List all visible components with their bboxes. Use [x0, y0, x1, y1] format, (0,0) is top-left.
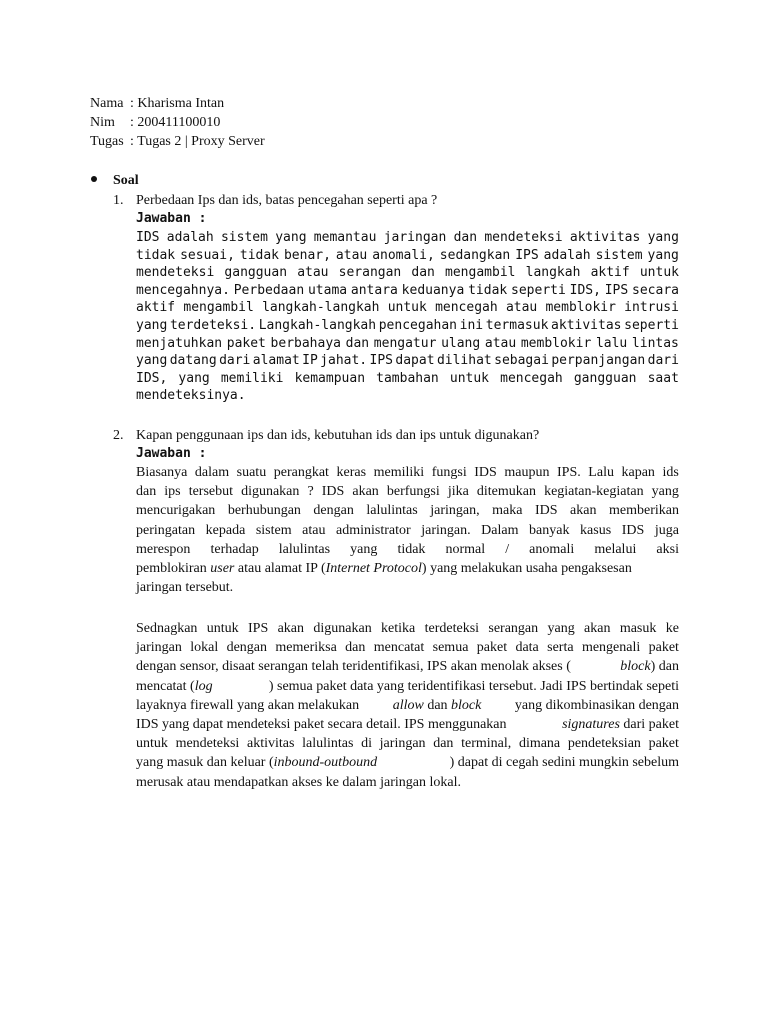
- paragraph-line: [136, 677, 679, 696]
- word: mencegah: [435, 300, 498, 316]
- answer-1-label: Jawaban :: [136, 211, 207, 226]
- text-run: yang dikombinasikan dengan: [511, 697, 679, 713]
- task-row: [90, 132, 265, 151]
- word: jaringan: [136, 640, 182, 656]
- text-run: dengan sensor, disaat serangan telah teridentifikasi, IPS akan menolak akses (: [136, 659, 571, 675]
- italic-term: inbound-outbound: [273, 755, 378, 771]
- word: Dalam: [481, 522, 519, 538]
- word: melalui: [594, 541, 637, 557]
- word: paket: [648, 736, 679, 752]
- word: sistem: [255, 522, 292, 538]
- answer-1-line: [136, 282, 679, 300]
- word: memiliki: [373, 465, 425, 480]
- answer-1-line: mendeteksinya.: [136, 388, 246, 404]
- italic-term: log: [194, 678, 213, 694]
- word: aktif: [136, 300, 176, 316]
- word: secara: [632, 282, 679, 298]
- paragraph-line: [136, 482, 679, 501]
- word: seperti: [624, 317, 679, 333]
- word: dan: [453, 230, 478, 245]
- word: mendeteksi: [175, 736, 240, 752]
- word: Perbedaan: [233, 282, 305, 298]
- word: keras: [336, 465, 367, 480]
- word: ini: [459, 317, 484, 333]
- word: sistem: [220, 230, 268, 245]
- word: dan: [433, 736, 454, 752]
- text-run: atau alamat IP (: [234, 561, 326, 577]
- word: peringatan: [136, 522, 196, 538]
- word: terdeteksi: [424, 621, 480, 636]
- paragraph-line: [136, 521, 679, 540]
- word: lalulintas: [302, 736, 354, 752]
- word: paket: [476, 640, 508, 656]
- word: tidak: [468, 282, 508, 298]
- word: atau: [484, 335, 517, 351]
- word: yang: [136, 353, 168, 369]
- word: Langkah-langkah: [258, 317, 377, 333]
- word: jahat.: [320, 353, 368, 369]
- word: tambahan: [376, 370, 439, 386]
- word: terminal,: [461, 736, 512, 752]
- word: berhubungan: [227, 503, 301, 519]
- paragraph-line: [136, 734, 679, 753]
- word: IPS: [604, 282, 629, 298]
- question-1-text: Perbedaan Ips dan ids, batas pencegahan seperti apa ?: [136, 193, 438, 208]
- word: anomali: [529, 541, 575, 557]
- nim-value: : 200411100010: [130, 115, 221, 130]
- question-2: [113, 427, 539, 445]
- italic-term: Internet Protocol: [325, 561, 422, 577]
- soal-heading: [90, 172, 139, 190]
- word: Lalu: [588, 465, 614, 480]
- word: mengenali: [581, 640, 641, 656]
- word: utama: [307, 282, 348, 298]
- question-2-number: 2.: [113, 428, 124, 443]
- answer-2-paragraph-2: [136, 619, 679, 792]
- word: IDS: [534, 503, 558, 519]
- word: keduanya: [401, 282, 465, 298]
- word: saat: [647, 370, 679, 386]
- word: dimana: [518, 736, 561, 752]
- italic-term: block: [620, 659, 651, 675]
- word: dan: [136, 484, 157, 500]
- word: kegiatan-kegiatan: [544, 484, 644, 500]
- word: juga: [654, 522, 679, 538]
- paragraph-line: [136, 638, 679, 657]
- word: kasus: [580, 522, 612, 538]
- word: antara: [350, 282, 398, 298]
- word: IPS: [369, 353, 394, 369]
- word: jaringan: [379, 736, 426, 752]
- paragraph-line: [136, 463, 679, 482]
- answer-1-line: [136, 247, 679, 265]
- word: atau: [335, 247, 368, 263]
- name-label: Nama: [90, 96, 124, 111]
- word: yang: [647, 247, 679, 263]
- word: lalulintas: [278, 541, 331, 557]
- word: jika: [447, 484, 469, 500]
- paragraph-line: jaringan tersebut.: [136, 580, 234, 596]
- italic-term: signatures: [562, 717, 620, 733]
- word: dan: [411, 265, 435, 281]
- answer-1-line: [136, 370, 679, 388]
- student-info: [90, 94, 265, 151]
- word: datang: [169, 353, 217, 369]
- word: IPS: [248, 621, 269, 636]
- word: mendeteksi: [484, 230, 563, 245]
- word: serangan: [488, 621, 539, 636]
- word: adalah: [543, 247, 591, 263]
- word: untuk: [136, 736, 168, 752]
- answer-1-line: [136, 335, 679, 353]
- word: sedangkan: [439, 247, 511, 263]
- name-value: : Kharisma Intan: [130, 96, 225, 111]
- word: langkah: [525, 265, 581, 281]
- word: Biasanya: [136, 465, 188, 480]
- word: langkah-langkah: [262, 300, 380, 316]
- word: maka: [492, 503, 523, 519]
- word: IDS: [474, 465, 497, 480]
- word: perangkat: [273, 465, 329, 480]
- word: digunakan: [241, 484, 300, 500]
- text-run: mencatat (: [136, 678, 195, 694]
- paragraph-line: [136, 657, 679, 676]
- bullet-icon: [90, 172, 113, 190]
- task-label: Tugas: [90, 134, 124, 149]
- word: memeriksa: [275, 640, 337, 656]
- nim-row: [90, 113, 265, 132]
- word: sebagai: [494, 353, 549, 369]
- paragraph-line: [136, 753, 679, 772]
- word: dari: [647, 353, 679, 369]
- word: aktivitas: [247, 736, 295, 752]
- word: gangguan: [573, 370, 637, 386]
- word: dari: [219, 353, 251, 369]
- word: tidak: [397, 541, 426, 557]
- text-run: IDS yang dapat mendeteksi paket secara detail. IPS menggunakan: [136, 717, 510, 733]
- word: serangan: [338, 265, 402, 281]
- nim-label: Nim: [90, 115, 115, 130]
- soal-title: Soal: [113, 173, 139, 188]
- word: yang: [547, 621, 575, 636]
- italic-term: allow: [392, 697, 424, 713]
- word: dengan: [226, 640, 268, 656]
- word: perpanjangan: [551, 353, 646, 369]
- word: anomali,: [372, 247, 435, 263]
- word: untuk: [639, 265, 679, 281]
- word: ketika: [381, 621, 416, 636]
- word: paket: [226, 335, 266, 351]
- word: Sednagkan: [136, 621, 198, 636]
- answer-1-line: [136, 352, 679, 370]
- word: berfungsi: [386, 484, 440, 500]
- text-run: ) dapat di cegah sedini mungkin sebelum: [449, 755, 679, 771]
- word: mencegah: [500, 370, 563, 386]
- word: IDS: [621, 522, 645, 538]
- word: yang: [136, 317, 168, 333]
- word: terhadap: [210, 541, 259, 557]
- word: IPS.: [557, 465, 581, 480]
- word: kapan: [621, 465, 655, 480]
- word: memblokir: [520, 335, 592, 351]
- paragraph-line: [136, 619, 679, 638]
- answer-2-paragraph-1: [136, 463, 679, 597]
- word: memblokir: [545, 300, 616, 316]
- paragraph-line: [136, 501, 679, 520]
- word: masuk: [619, 621, 657, 636]
- paragraph-line: [136, 559, 679, 578]
- word: banyak: [529, 522, 570, 538]
- word: merespon: [136, 541, 191, 557]
- word: dan: [345, 640, 366, 656]
- question-1-number: 1.: [113, 193, 124, 208]
- word: ips: [164, 484, 181, 500]
- text-run: dan: [423, 697, 452, 713]
- word: dilihat: [436, 353, 492, 369]
- word: jaringan.: [421, 522, 471, 538]
- word: menjatuhkan: [136, 335, 223, 351]
- text-run: layaknya firewall yang akan melakukan: [136, 697, 363, 713]
- word: digunakan: [313, 621, 372, 636]
- word: seperti: [511, 282, 566, 298]
- word: yang: [651, 484, 679, 500]
- word: akan: [352, 484, 379, 500]
- word: paket: [648, 640, 679, 656]
- word: ids: [662, 465, 679, 480]
- word: memantau: [313, 230, 377, 245]
- word: yang: [350, 541, 378, 557]
- word: kemampuan: [294, 370, 366, 386]
- word: aktif: [590, 265, 630, 281]
- word: di: [361, 736, 372, 752]
- word: yang: [647, 230, 679, 245]
- word: mencatat: [373, 640, 425, 656]
- word: ulang: [441, 335, 481, 351]
- word: mencegahnya.: [136, 282, 230, 298]
- word: kepada: [205, 522, 246, 538]
- answer-2-label: Jawaban :: [136, 446, 207, 461]
- answer-1-line: [136, 299, 679, 317]
- italic-term: user: [210, 561, 235, 577]
- task-value: : Tugas 2 | Proxy Server: [130, 134, 265, 149]
- word: ke: [665, 621, 679, 636]
- word: benar,: [283, 247, 331, 263]
- word: ditemukan: [476, 484, 536, 500]
- word: lalu: [595, 335, 628, 351]
- word: pendeteksian: [567, 736, 641, 752]
- word: ?: [307, 484, 314, 500]
- question-1: [113, 192, 437, 210]
- word: mendeteksi: [136, 265, 215, 281]
- word: jaringan,: [430, 503, 480, 519]
- text-run: dari paket: [619, 717, 679, 733]
- word: atau: [297, 265, 329, 281]
- name-row: [90, 94, 265, 113]
- word: mengatur: [373, 335, 437, 351]
- word: yang: [275, 230, 307, 245]
- word: memberikan: [608, 503, 679, 519]
- word: tersebut: [188, 484, 234, 500]
- word: dengan: [313, 503, 354, 519]
- word: yang: [178, 370, 210, 386]
- answer-1-line: [136, 229, 679, 247]
- word: jaringan: [383, 230, 447, 245]
- word: /: [505, 541, 510, 557]
- word: normal: [445, 541, 486, 557]
- answer-1-line: [136, 264, 679, 282]
- word: akan: [570, 503, 597, 519]
- word: fungsi: [431, 465, 467, 480]
- word: akan: [277, 621, 305, 636]
- word: IPS: [515, 247, 539, 263]
- word: mengambil: [183, 300, 254, 316]
- word: terdeteksi.: [169, 317, 257, 333]
- text-run: ) semua paket data yang teridentifikasi tersebut. Jadi IPS bertindak sepeti: [268, 678, 679, 694]
- word: dan: [345, 335, 370, 351]
- word: semua: [432, 640, 469, 656]
- word: dapat: [395, 353, 435, 369]
- word: untuk: [449, 370, 490, 386]
- word: sesuai,: [180, 247, 235, 263]
- answer-1-body: [136, 229, 679, 405]
- text-run: ) yang melakukan usaha pengaksesan: [421, 561, 632, 577]
- word: aksi: [656, 541, 679, 557]
- answer-1-line: [136, 317, 679, 335]
- word: lintas: [631, 335, 679, 351]
- word: serta: [547, 640, 574, 656]
- word: alamat: [252, 353, 300, 369]
- paragraph-line: merusak atau mendapatkan akses ke dalam jaringan lokal.: [136, 774, 461, 790]
- word: akan: [584, 621, 611, 636]
- question-2-text: Kapan penggunaan ips dan ids, kebutuhan ids dan ips untuk digunakan?: [136, 428, 540, 443]
- word: aktivitas: [569, 230, 641, 245]
- word: IP: [302, 353, 318, 369]
- word: mengambil: [445, 265, 516, 281]
- word: IDS,: [569, 282, 601, 298]
- paragraph-line: [136, 696, 679, 715]
- text-run: yang masuk dan keluar (: [136, 755, 274, 771]
- word: lokal: [190, 640, 219, 656]
- word: suatu: [236, 465, 267, 480]
- word: pencegahan: [378, 317, 458, 333]
- word: termasuk: [485, 317, 549, 333]
- word: IDS: [136, 230, 160, 245]
- word: intrusi: [624, 300, 679, 316]
- word: IDS,: [136, 370, 168, 386]
- word: tidak: [136, 247, 176, 263]
- word: adalah: [166, 230, 214, 245]
- text-run: pemblokiran: [136, 561, 211, 577]
- word: maupun: [504, 465, 550, 480]
- paragraph-line: [136, 715, 679, 734]
- word: atau: [302, 522, 326, 538]
- word: gangguan: [224, 265, 288, 281]
- word: IDS: [321, 484, 345, 500]
- word: sistem: [595, 247, 643, 263]
- word: administrator: [336, 522, 411, 538]
- word: atau: [505, 300, 538, 316]
- word: untuk: [206, 621, 239, 636]
- word: data: [515, 640, 539, 656]
- word: memiliki: [220, 370, 284, 386]
- word: untuk: [387, 300, 427, 316]
- word: dalam: [194, 465, 230, 480]
- word: mencurigakan: [136, 503, 216, 519]
- word: berbahaya: [270, 335, 341, 351]
- italic-term: block: [451, 697, 482, 713]
- word: tidak: [239, 247, 280, 263]
- paragraph-line: [136, 540, 679, 559]
- word: aktivitas: [551, 317, 622, 333]
- word: lalulintas: [366, 503, 418, 519]
- text-run: ) dan: [650, 659, 679, 675]
